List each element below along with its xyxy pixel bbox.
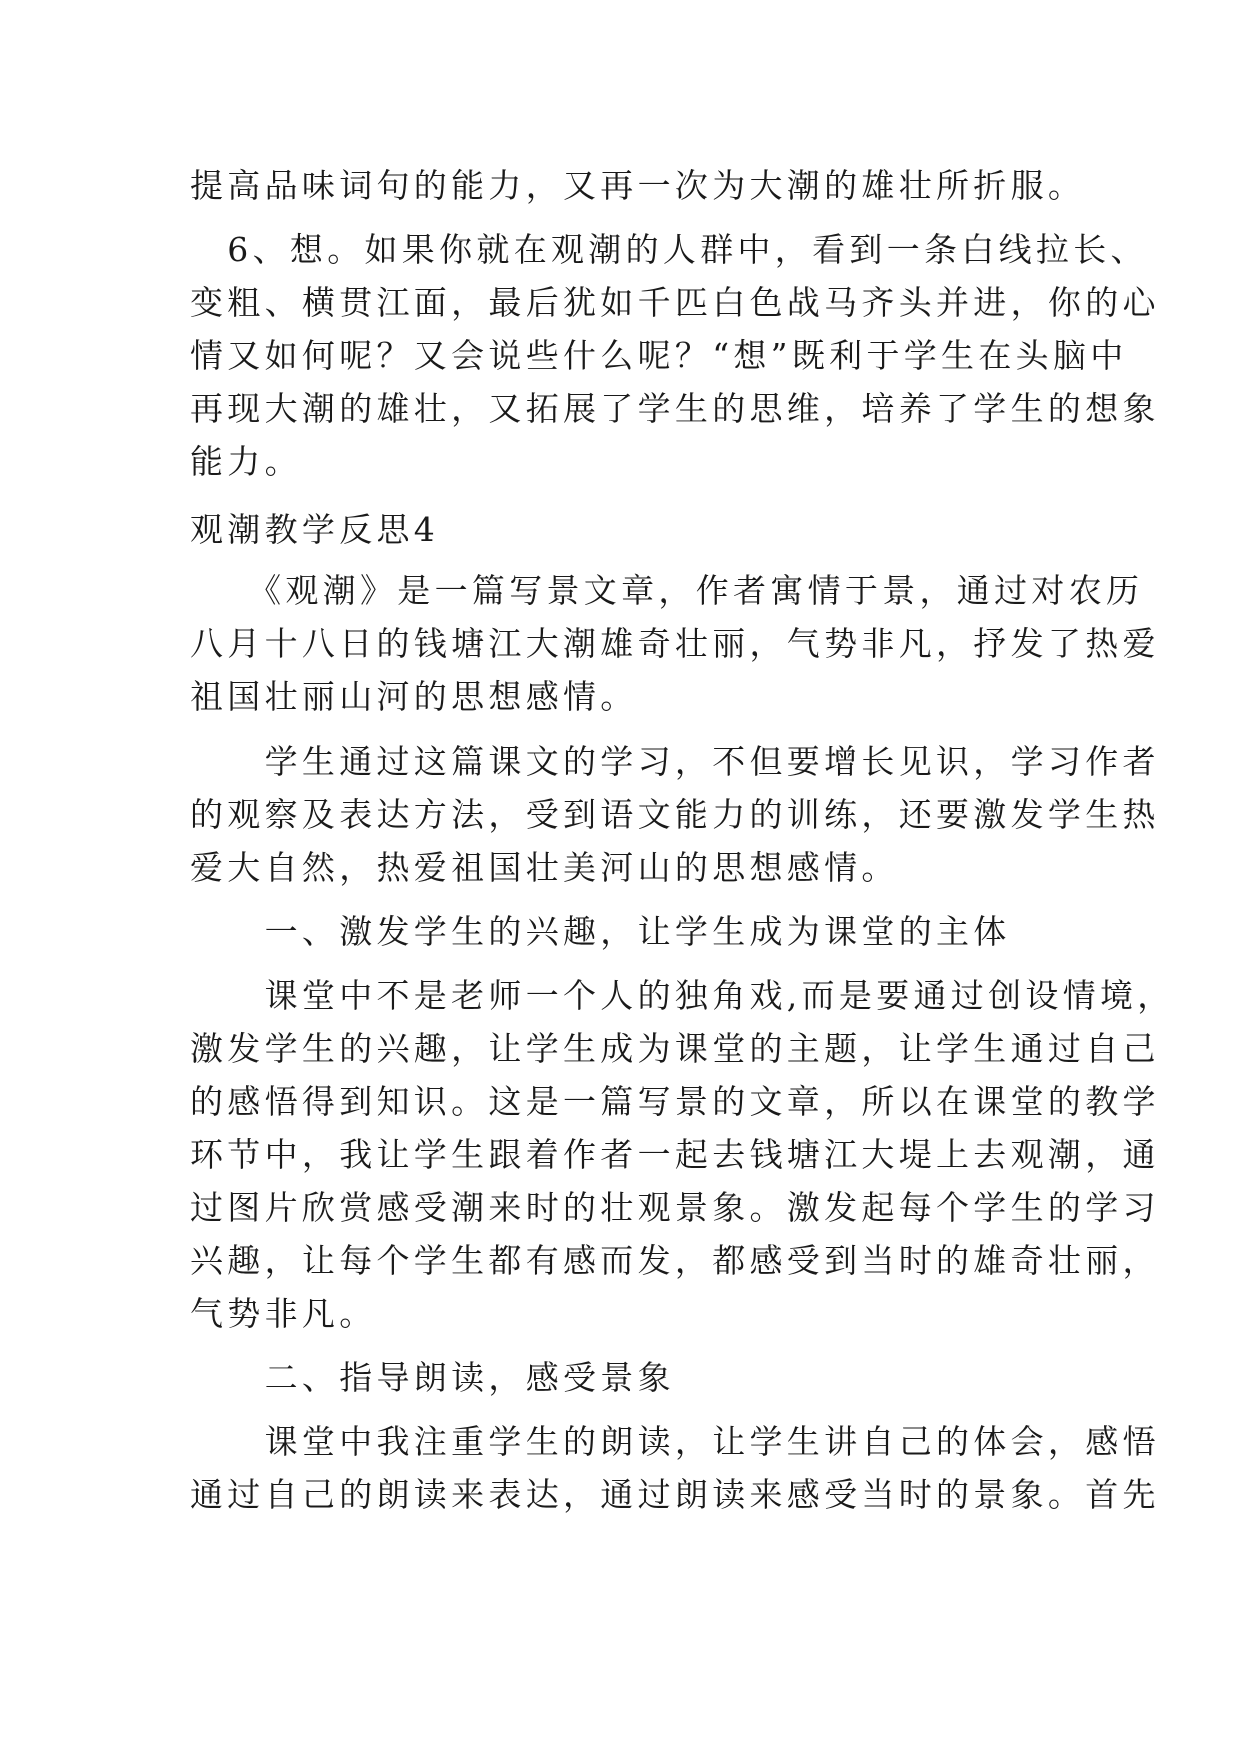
text-line: 过图片欣赏感受潮来时的壮观景象。激发起每个学生的学习 [190, 1188, 1160, 1227]
text-line: 环节中，我让学生跟着作者一起去钱塘江大堤上去观潮，通 [190, 1135, 1160, 1174]
text-line: 通过自己的朗读来表达，通过朗读来感受当时的景象。首先 [190, 1475, 1160, 1514]
text-line: 祖国壮丽山河的思想感情。 [190, 677, 638, 716]
text-line: 提高品味词句的能力，又再一次为大潮的雄壮所折服。 [190, 166, 1086, 205]
text-line: 兴趣，让每个学生都有感而发，都感受到当时的雄奇壮丽， [190, 1241, 1160, 1280]
text-line: 6、想。如果你就在观潮的人群中，看到一条白线拉长、 [190, 230, 1148, 269]
subheading: 一、激发学生的兴趣，让学生成为课堂的主体 [190, 912, 1011, 951]
text-line: 的感悟得到知识。这是一篇写景的文章，所以在课堂的教学 [190, 1082, 1160, 1121]
text-line: 能力。 [190, 442, 302, 481]
text-line: 再现大潮的雄壮，又拓展了学生的思维，培养了学生的想象 [190, 389, 1160, 428]
text-line: 八月十八日的钱塘江大潮雄奇壮丽，气势非凡，抒发了热爱 [190, 624, 1160, 663]
text-line: 课堂中不是老师一个人的独角戏,而是要通过创设情境， [190, 976, 1175, 1015]
text-line: 的观察及表达方法，受到语文能力的训练，还要激发学生热 [190, 795, 1160, 834]
text-line: 变粗、横贯江面，最后犹如千匹白色战马齐头并进，你的心 [190, 283, 1160, 322]
subheading: 二、指导朗读，感受景象 [190, 1358, 675, 1397]
text-line: 激发学生的兴趣，让学生成为课堂的主题，让学生通过自己 [190, 1029, 1160, 1068]
text-line: 气势非凡。 [190, 1294, 377, 1333]
text-line: 学生通过这篇课文的学习，不但要增长见识，学习作者 [190, 742, 1160, 781]
section-heading: 观潮教学反思4 [190, 510, 440, 549]
text-line: 《观潮》是一篇写景文章，作者寓情于景，通过对农历 [190, 571, 1144, 610]
text-line: 情又如何呢？又会说些什么呢？“想”既利于学生在头脑中 [190, 336, 1128, 375]
text-line: 爱大自然，热爱祖国壮美河山的思想感情。 [190, 848, 899, 887]
text-line: 课堂中我注重学生的朗读，让学生讲自己的体会，感悟 [190, 1422, 1160, 1461]
